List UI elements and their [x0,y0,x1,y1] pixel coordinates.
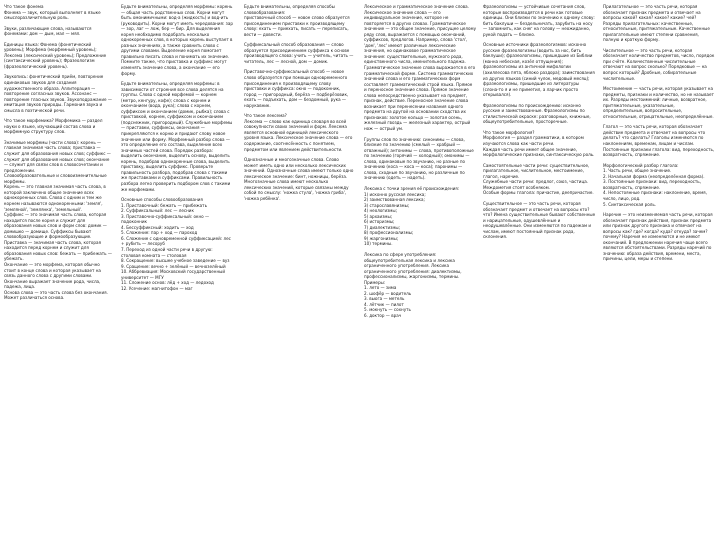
paragraph: Самостоятельные части речи: существительное, прилагательное, числительное, местоимение, глагол, наречие. Служебные части речи: предлог, союз, частица. Междометия стоят особняком. Особые формы глагола: причастие, деепричастие. [483,162,594,196]
paragraph: Единицы языка: Фонема (фонетический уровень); Морфема (морфемный уровень); Лексема (лексический уровень); Предложение (синтаксический уровень); Фразеологизм (фразеологический уровень). [4,41,107,69]
paragraph: Значимые морфемы (части слова): корень — главная значимая часть слова; приставка — служит для образования новых слов; суффикс — служит для образования новых слов; окончание — служит для связи слов в словосочетании и предложении. Словообразовательные и словоизменительные морфемы. Корень — это главная значимая часть слова, в которой заключено общее значение всех однокоренных слов. Слова с одним и тем же корнем называются однокоренными: 'земля', 'земляной', 'землянка', 'земельный'. Суффикс — это значимая часть слова, которая находится после корня и служит для образования новых слов и форм слов: домик — домишко — домище. Суффиксы бывают словообразующие и формообразующие. Приставка — значимая часть слова, которая находится перед корнем и служит для образования новых слов: бежать — прибежать — убежать. Окончание — это морфема, которая обычно стоит в конце слова и которая указывает на связь данного слова с другими словами. Окончание выражает значение рода, числа, падежа, лица. Основа слова — это часть слова без окончания. Может различаться основа. [4,139,112,301]
paragraph: Фразеологизмы по происхождению: исконно русские и заимствованные. Фразеологизмы по стилистической окраске: разговорные, книжные, общеупотребительные, просторечные. [483,102,591,125]
paragraph: Что такое морфемика? Морфемика — раздел науки о языке, изучающий состав слова и морфемную структуру слов. [4,118,103,135]
paragraph: Лексическое и грамматическое значение слова. Лексическое значение слова — его индивидуальное значение, которое не повторяется в других словах. Грамматическое значение — это общее значение, присущее целому ряду слов, выражается с помощью окончаний, суффиксов, предлогов. Например, слова 'стол', 'дом', 'лес' имеют различные лексические значения, но одинаковое грамматическое значение: существительные, мужского рода, единственного числа, именительного падежа. Грамматическое значение слова выражается в его грамматической форме. Система грамматических значений слова и его грамматических форм составляет грамматический строй языка. Прямое и переносное значение слова. Прямое значение слова непосредственно указывает на предмет, признак, действие. Переносное значение слова возникает при перенесении названия одного предмета на другой на основании сходства их признаков: золотое кольцо — золотая осень, железный гвоздь — железный характер, острый нож — острый ум. [364,4,477,132]
paragraph: Что такое морфология? Морфология — раздел грамматики, в котором изучаются слова как части речи. Каждая часть речи имеет общее значение, морфологические признаки, синтаксическую роль. [483,129,595,158]
paragraph: Фразеологизмы — устойчивые сочетания слов, которые воспроизводятся в речи как готовые единицы. Они близки по значению к одному слову: бить баклуши — бездельничать, зарубить на носу — запомнить, как снег на голову — неожиданно, рукой подать — близко. [483,4,595,37]
paragraph: Однозначные и многозначные слова. Слово может иметь одно или несколько лексических значений. Однозначные слова имеют только одно лексическое значение: бинт, ножницы, берёза. Многозначные слова имеют несколько лексических значений, которые связаны между собой по смыслу: 'ножка стула', 'ножка гриба', 'ножка ребёнка'. [244,157,354,201]
text-column-5 [483,4,596,245]
paragraph: Звукопись: фонетический приём, повторение одинаковых звуков для создания художественного образа. Аллитерация — повторение согласных звуков. Ассонанс — повторение гласных звуков. Звукоподражание — имитация звуков природы. Гармония звука и смысла в поэтической речи. [4,74,112,113]
paragraph: Будьте внимательны, определяя способы словообразования: приставочный способ — новое слово образуется присоединением приставки к производящему слову: ехать — приехать, писать — переписать, вести — довести. [244,4,350,37]
paragraph: Существительное — это часть речи, которая обозначает предмет и отвечает на вопросы кто? что? Имена существительные бывают собственные и нарицательные, одушевлённые и неодушевлённые. Они изменяются по падежам и числам, имеют постоянный признак рода, склонения. [483,200,596,240]
paragraph: Суффиксальный способ образования — слово образуется присоединением суффикса к основе производящего слова: учить — учитель, читать — читатель, лес — лесной, дом — домик. [244,42,354,64]
paragraph: Глагол — это часть речи, которая обозначает действие предмета и отвечает на вопросы что делать? что сделать? Глаголы изменяются по наклонениям, временам, лицам и числам. Постоянные признаки глагола: вид, переходность, возвратность, спряжение. [603,124,715,158]
paragraph: Морфологический разбор глагола: 1. Часть речи, общее значение. 2. Начальная форма (неопределённая форма). 3. Постоянные признаки: вид, переходность, возвратность, спряжение. 4. Непостоянные признаки: наклонение, время, число, лицо, род. 5. Синтаксическая роль. [603,162,707,207]
text-column-1 [4,4,112,306]
paragraph: Звуки, различающие слова, называются фонемами: дом — дым, мал — мял. [4,25,92,37]
paragraph: Группы слов по значению: синонимы — слова, близкие по значению (смелый — храбрый — отважный); антонимы — слова, противоположные по значению (горячий — холодный); омонимы — слова, одинаковые по звучанию, но разные по значению (коса — коса — коса); паронимы — слова, сходные по звучанию, но различные по значению (одеть — надеть). [364,136,474,181]
paragraph: Лексика по сфере употребления: общеупотребительная лексика и лексика ограниченного употребления. Лексика ограниченного употребления: диалектизмы, профессионализмы, жаргонизмы, термины. Примеры: 1. лето — зима 2. шофёр — водитель 3. вьюга — метель 4. лётчик — пилот 5. мокнуть — сохнуть 6. доктор — врач [364,251,462,318]
paragraph: Числительное — это часть речи, которая обозначает количество предметов, число, порядок при счёте. Количественные числительные отвечают на вопрос сколько? Порядковые — на вопрос который? Дробные, собирательные числительные. [603,47,715,81]
text-column-4 [364,4,476,324]
text-column-2 [121,4,233,296]
paragraph: Основные способы словообразования 1. Приставочный: бежать — прибежать 2. Суффиксальный: лес — лесник 3. Приставочно-суффиксальный: окно — подоконник 4. Бессуффиксный: ходить — ход 5. Сложение: пар + ход — пароход 6. Сложение с одновременной суффиксацией: лес + рубить — лесоруб 7. Переход из одной части речи в другую: столовая комната — столовая 8. Сокращение: высшее учебное заведение — вуз 9. Сращение: вечно + зелёный — вечнозелёный 10. Аббревиация: Московский государственный университет — МГУ 11. Сложение основ: лёд + ход — ледоход 12. Усечение: магнитофон — маг [121,197,231,291]
paragraph: Что такое фонема Фонема — звук, который выполняет в языке смыслоразличительную роль. [4,4,101,21]
text-column-3 [244,4,354,207]
paragraph: Будьте внимательны, определяя морфемы: корень — общая часть родственных слов. Корни могут быть омонимичными: вод-а (жидкость) и вод-ить (руководить). Корни могут иметь чередования: зар — зор, лаг — лож, бер — бир. Для выделения корня необходимо подобрать несколько однокоренных слов, в которых корень выступает в разных значениях, а также сравнить слово с другими словами. Выделение корня помогает правильно писать слова и понимать их значение. Помните также, что приставка и суффикс могут изменять значение слова, а окончание — его форму. [121,4,233,76]
paragraph: Основные источники фразеологизмов: исконно русские фразеологизмы (водить за нос, бить баклуши); фразеологизмы, пришедшие из Библии (манна небесная, козёл отпущения); фразеологизмы из античной мифологии (ахиллесова пята, яблоко раздора); заимствования из других языков (синий чулок, медовый месяц); фразеологизмы, пришедшие из литературы (слона-то я и не приметил, а ларчик просто открывался). [483,42,595,98]
paragraph: Прилагательное — это часть речи, которая обозначает признак предмета и отвечает на вопросы какой? какая? какое? какие? чей? Разряды прилагательных: качественные, относительные, притяжательные. Качественные прилагательные имеют степени сравнения, полную и краткую форму. [603,4,710,43]
paragraph: Будьте внимательны, определяя морфемы: в зависимости от строения все слова делятся на группы. Слова с одной морфемой — корнем (метро, кенгуру, кофе); слова с корнем и окончанием (вода, рука); слова с корнем, суффиксом и окончанием (домик, рыбка); слова с приставкой, корнем, суффиксом и окончанием (подснежник, пригородный). Служебные морфемы — приставки, суффиксы, окончания — прикрепляются к корню и придают слову новое значение или форму. Морфемный разбор слова — это определение его состава, выделение всех значимых частей слова. Порядок разбора: выделить окончание, выделить основу, выделить корень, подобрав однокоренные слова, выделить приставку, выделить суффикс. Проверьте правильность разбора, подобрав слова с такими же приставками и суффиксами. Правильность разбора легко проверить подбором слов с такими же морфемами. [121,81,233,192]
paragraph: Лексика с точки зрения её происхождения: 1) исконно русская лексика; 2) заимствованная лексика; 3) старославянизмы; 4) неологизмы; 5) архаизмы; 6) историзмы; 7) диалектизмы; 8) профессионализмы; 9) жаргонизмы; 10) термины. [364,185,460,247]
text-column-6 [603,4,715,267]
paragraph: Местоимение — часть речи, которая указывает на предметы, признаки и количество, но не называет их. Разряды местоимений: личные, возвратное, притяжательные, указательные, определительные, вопросительные, относительные, отрицательные, неопределённые. [603,86,714,119]
paragraph: Наречие — это неизменяемая часть речи, которая обозначает признак действия, признак предмета или признак другого признака и отвечает на вопросы как? где? когда? куда? откуда? зачем? почему? Наречия не изменяются и не имеют окончаний. В предложении наречия чаще всего являются обстоятельствами. Разряды наречий по значению: образа действия, времени, места, причины, цели, меры и степени. [603,212,713,262]
paragraph: Что такое лексема? Лексема — слово как единица словаря во всей совокупности своих значений и форм. Лексема является основной единицей лексического уровня языка. Лексическое значение слова — его содержание, соотнесённость с понятием, предметом или явлением действительности. [244,113,353,152]
paragraph: Приставочно-суффиксальный способ — новое слово образуется при помощи одновременного присоединения к производящему слову приставки и суффикса: окно — подоконник, город — пригородный, берёза — подберёзовик, ехать — подъехать, дом — бездомный, рука — нарукавник. [244,69,349,108]
